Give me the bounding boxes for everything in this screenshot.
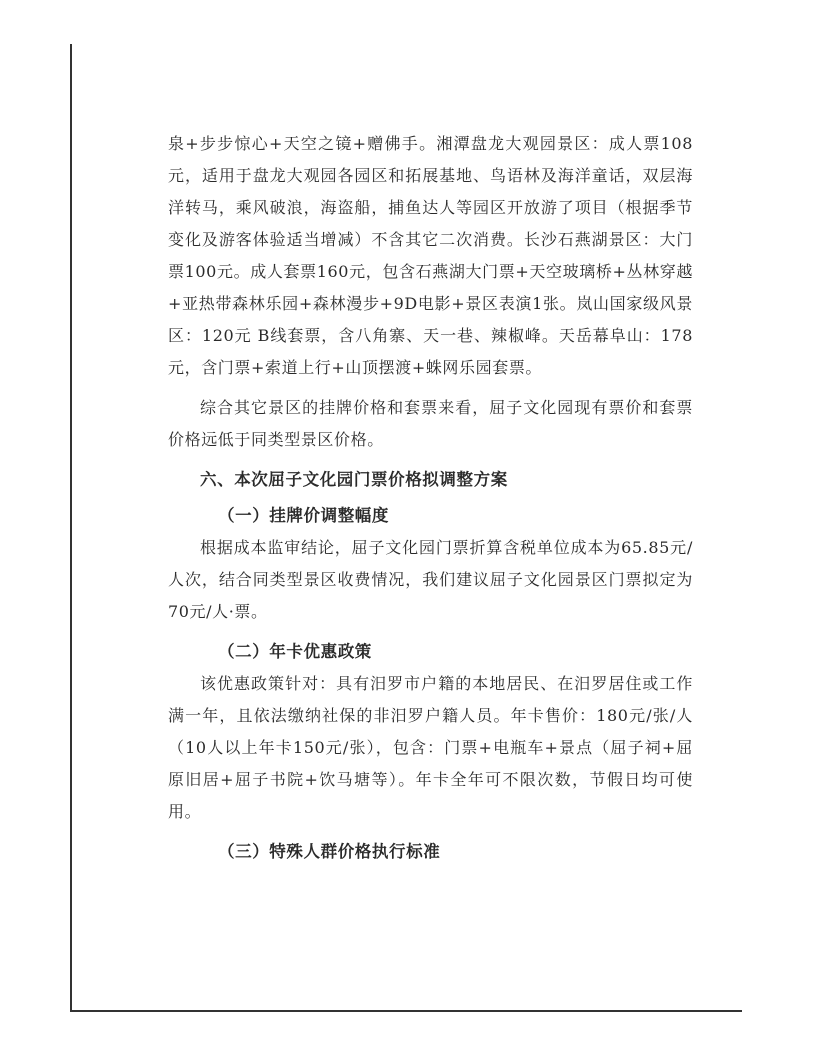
paragraph-price-comparison: 综合其它景区的挂牌价格和套票来看，屈子文化园现有票价和套票价格远低于同类型景区价格。 bbox=[168, 398, 693, 449]
document-body bbox=[168, 128, 693, 868]
subheading-annual-card: （二）年卡优惠政策 bbox=[218, 642, 372, 661]
scan-border-left bbox=[70, 44, 72, 1012]
scan-border-bottom bbox=[70, 1010, 742, 1012]
paragraph-scenic-prices: 泉+步步惊心+天空之镜+赠佛手。湘潭盘龙大观园景区：成人票108元，适用于盘龙大观园各园区和拓展基地、鸟语林及海洋童话，双层海洋转马，乘风破浪，海盗船，捕鱼达人等园区开放游了项目（根据季节变化及游客体验适当增减）不含其它二次消费。长沙石燕湖景区：大门票100元。成人套票160元，包含石燕湖大门票+天空玻璃桥+丛林穿越+亚热带森林乐园+森林漫步+9D电影+景区表演1张。岚山国家级风景区：120元 B线套票，含八角寨、天一巷、辣椒峰。天岳幕阜山：178元，含门票+索道上行+山顶摆渡+蛛网乐园套票。 bbox=[168, 134, 693, 377]
subheading-listed-price: （一）挂牌价调整幅度 bbox=[218, 506, 389, 525]
subheading-special-groups: （三）特殊人群价格执行标准 bbox=[218, 842, 441, 861]
section-heading-adjustment-plan: 六、本次屈子文化园门票价格拟调整方案 bbox=[200, 470, 508, 489]
paragraph-annual-card-policy: 该优惠政策针对：具有汨罗市户籍的本地居民、在汨罗居住或工作满一年，且依法缴纳社保的非汨罗户籍人员。年卡售价：180元/张/人（10人以上年卡150元/张），包含：门票+电瓶车+景点（屈子祠+屈原旧居+屈子书院+饮马塘等）。年卡全年可不限次数，节假日均可使用。 bbox=[168, 674, 693, 821]
paragraph-cost-conclusion: 根据成本监审结论，屈子文化园门票折算含税单位成本为65.85元/人次，结合同类型景区收费情况，我们建议屈子文化园景区门票拟定为70元/人·票。 bbox=[168, 538, 693, 621]
